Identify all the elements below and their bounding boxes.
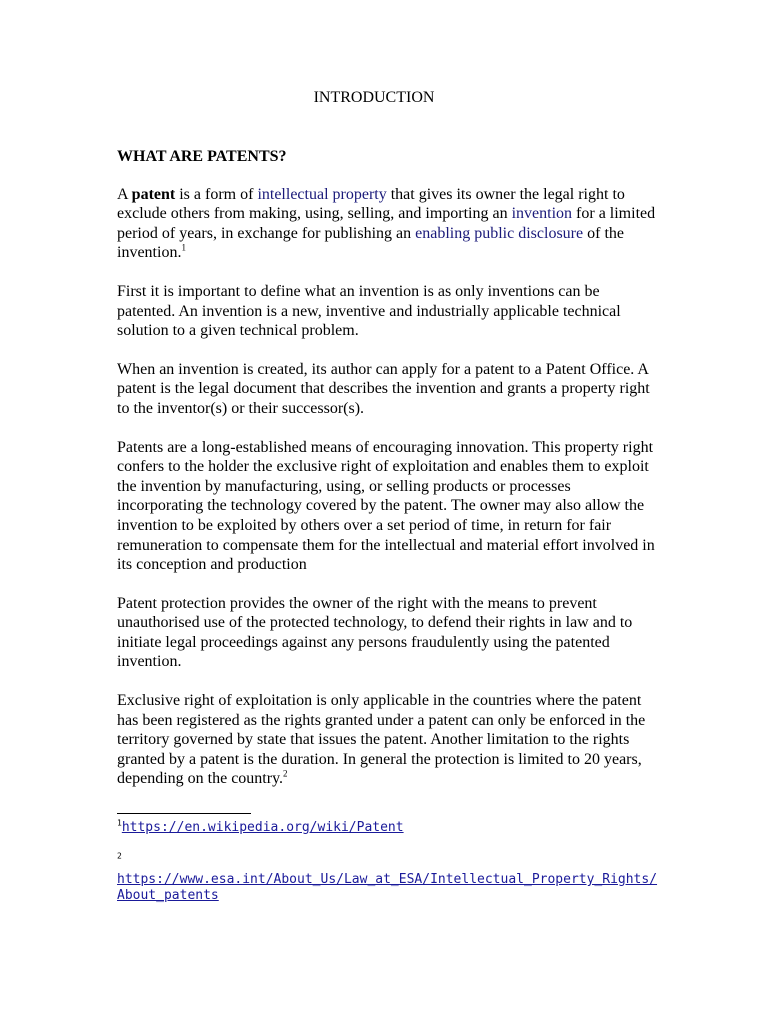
text-run: of the invention. xyxy=(117,224,624,262)
link-enabling-public-disclosure[interactable]: enabling public disclosure xyxy=(415,224,584,242)
section-heading: WHAT ARE PATENTS? xyxy=(117,148,287,165)
text-run: for a limited period of years, in exchange for publishing an xyxy=(117,205,656,242)
footnote-separator xyxy=(117,813,251,814)
paragraph-6 xyxy=(117,691,657,789)
footnote-2-mark xyxy=(117,853,122,869)
footnote-link-2-line1[interactable]: https://www.esa.int/About_Us/Law_at_ESA/Intellectual_Property_Rights/ xyxy=(117,872,658,887)
paragraph-3: When an invention is created, its author can apply for a patent to a Patent Office. A patent is the legal document that describes the invention and grants a property right to the inventor(s) or their successor(s). xyxy=(117,360,650,417)
document-body xyxy=(117,147,657,808)
text-run: that gives its owner the legal right to exclude others from making, using, selling, and importing an xyxy=(117,185,625,223)
paragraph-2: First it is important to define what an invention is as only inventions can be patented. An invention is a new, inventive and industrially applicable technical solution to a given technical problem. xyxy=(117,282,621,340)
paragraph-4: Patents are a long-established means of encouraging innovation. This property right confers to the holder the exclusive right of exploitation and enables them to exploit the invention by manufacturing, using, or selling products or processes incorporating the technology covered by the patent. The owner may also allow the invention to be exploited by others over a set period of time, in return for fair remuneration to compensate them for the intellectual and material effort involved in its conception and production xyxy=(117,438,655,574)
text-run: A xyxy=(117,185,132,203)
footnote-ref-2[interactable]: 2 xyxy=(283,769,288,780)
text-run: is a form of xyxy=(175,185,258,203)
footnote-1 xyxy=(117,820,404,836)
footnote-mark: 2 xyxy=(117,851,122,861)
link-intellectual-property[interactable]: intellectual property xyxy=(257,185,387,203)
paragraph-1 xyxy=(117,185,657,263)
footnote-2 xyxy=(117,872,657,904)
footnote-ref-1[interactable]: 1 xyxy=(181,243,186,254)
term-patent: patent xyxy=(131,185,176,203)
footnote-link-2-line2[interactable]: About_patents xyxy=(117,888,219,903)
paragraph-5: Patent protection provides the owner of the right with the means to prevent unauthorised use of the protected technology, to defend their rights in law and to initiate legal proceedings against any persons fraudulently using the patented invention. xyxy=(117,594,633,671)
page-title: INTRODUCTION xyxy=(313,89,435,106)
text-run: Exclusive right of exploitation is only applicable in the countries where the patent has been registered as the rights granted under a patent can only be enforced in the territory governed by state that issues the patent. Another limitation to the rights granted by a patent is the duration. In general the protection is limited to 20 years, depending on the country. xyxy=(117,692,646,788)
link-invention[interactable]: invention xyxy=(511,205,573,223)
footnote-link-1[interactable]: https://en.wikipedia.org/wiki/Patent xyxy=(121,820,404,835)
footnote-mark: 1 xyxy=(117,818,122,828)
